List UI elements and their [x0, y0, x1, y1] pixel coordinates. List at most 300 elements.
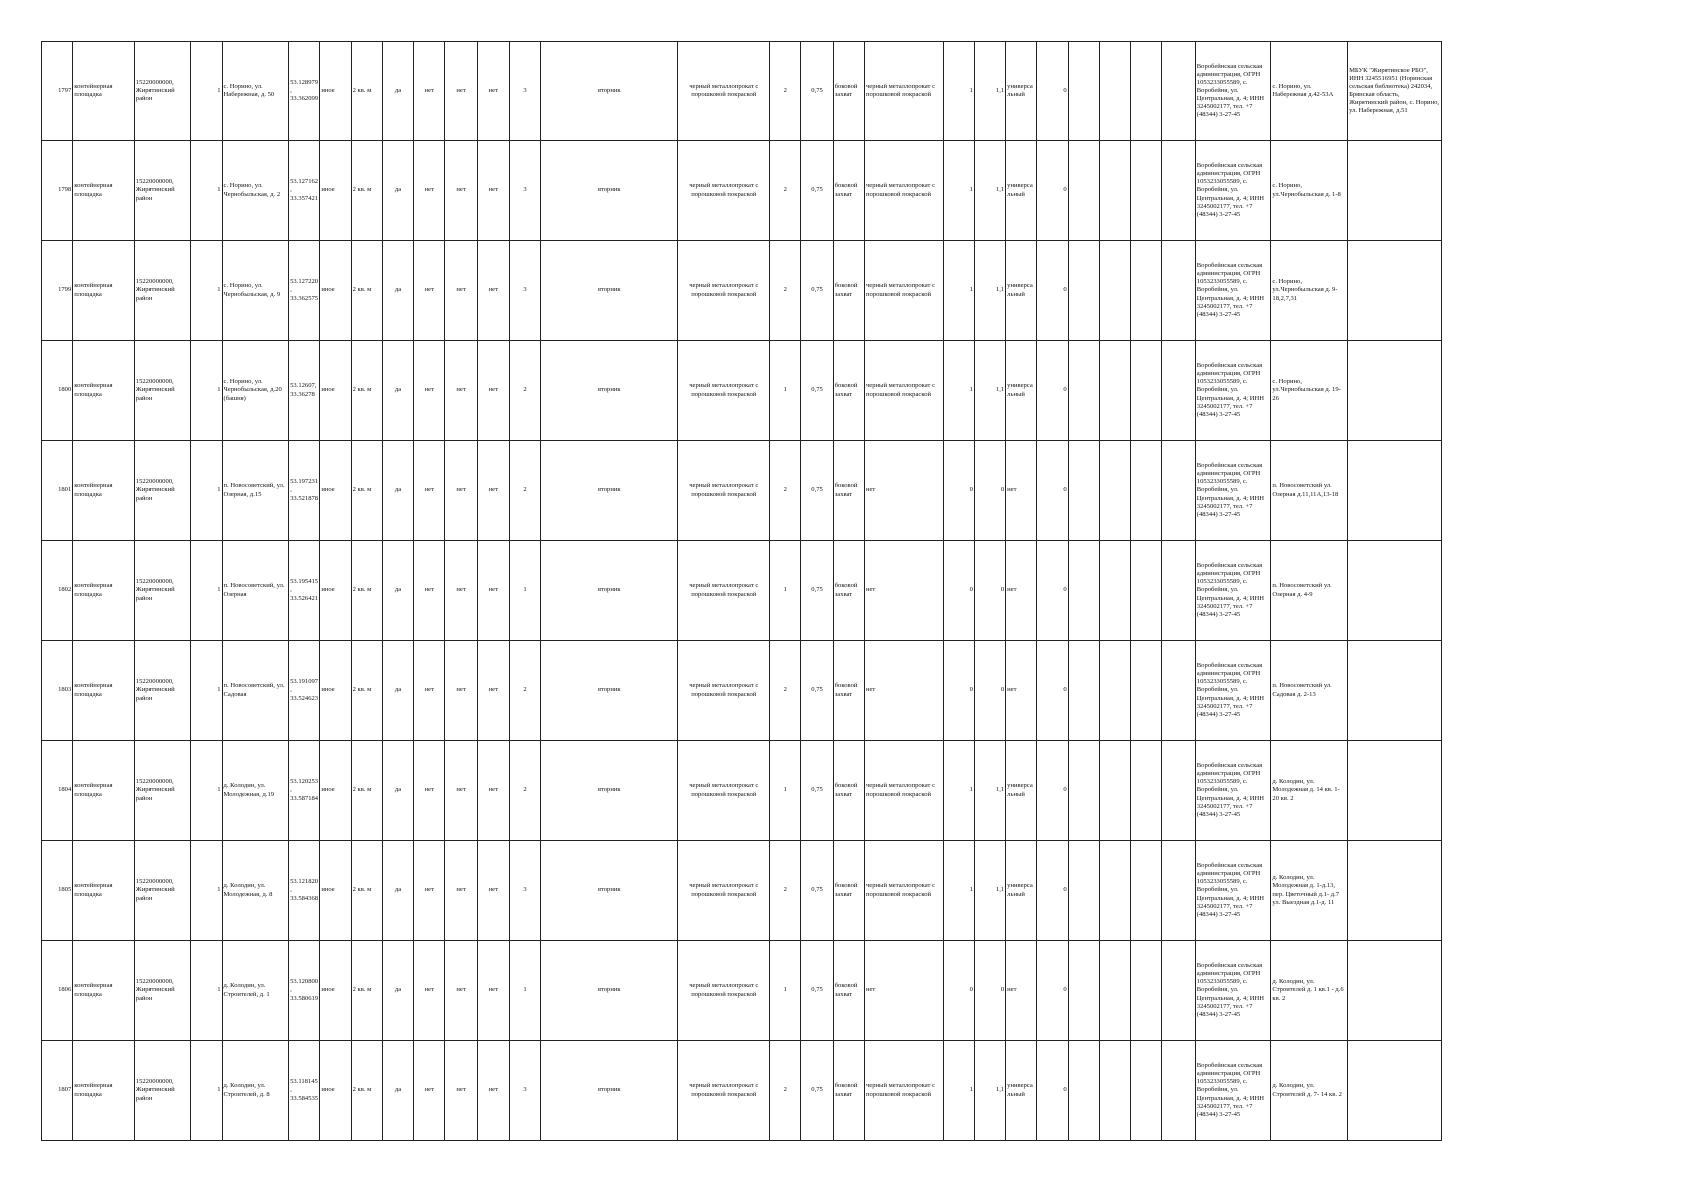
- cell-qty: 1: [509, 541, 540, 641]
- cell-bin-volume: 0: [974, 641, 1005, 741]
- cell-bins: 1: [943, 42, 974, 141]
- cell-empty: [1162, 141, 1195, 241]
- cell-area: 2 кв. м: [351, 241, 382, 341]
- cell-owner: Воробейнская сельская администрация, ОГРН 1053233055589, с. Воробейня, ул. Центральная, д. 4; ИНН 3245002177, тел. +7 (48344) 3-27-45: [1195, 341, 1271, 441]
- cell-bin-material: черный металлопрокат с порошковой покраской: [864, 741, 943, 841]
- cell-loading: боковой захват: [833, 141, 864, 241]
- cell-fence: да: [382, 741, 413, 841]
- cell-qty: 1: [509, 941, 540, 1041]
- cell-empty: [1099, 941, 1130, 1041]
- cell-coords: 53.191097, 33.524623: [289, 641, 320, 741]
- cell-schedule: вторник: [541, 841, 678, 941]
- cell-owner: Воробейнская сельская администрация, ОГРН 1053233055589, с. Воробейня, ул. Центральная, д. 4; ИНН 3245002177, тел. +7 (48344) 3-27-45: [1195, 241, 1271, 341]
- cell-source: с. Норино, ул. Набережная д.42-53А: [1271, 42, 1348, 141]
- cell-fence: да: [382, 641, 413, 741]
- cell-schedule: вторник: [541, 341, 678, 441]
- cell-source: с. Норино, ул.Чернобыльская д. 9-18,2,7,31: [1271, 241, 1348, 341]
- cell-c1: нет: [414, 141, 445, 241]
- cell-oktmo: 15220000000, Жирятинский район: [134, 241, 190, 341]
- cell-area: 2 кв. м: [351, 541, 382, 641]
- cell-empty: [1131, 641, 1162, 741]
- cell-coords: 53.197231, 33.521878: [289, 441, 320, 541]
- cell-surface: иное: [320, 641, 351, 741]
- cell-extra: [1348, 1041, 1442, 1141]
- table-row: [42, 42, 1442, 141]
- cell-n: 1: [191, 441, 222, 541]
- cell-extra: [1348, 541, 1442, 641]
- cell-containers: 2: [770, 441, 801, 541]
- cell-c2: нет: [445, 841, 477, 941]
- cell-empty: [1162, 241, 1195, 341]
- cell-type: контейнерная площадка: [73, 1041, 135, 1141]
- cell-empty: [1131, 541, 1162, 641]
- cell-volume: 0,75: [801, 1041, 833, 1141]
- cell-oktmo: 15220000000, Жирятинский район: [134, 741, 190, 841]
- cell-volume: 0,75: [801, 641, 833, 741]
- cell-c3: нет: [477, 341, 509, 441]
- table-row: [42, 141, 1442, 241]
- cell-containers: 2: [770, 641, 801, 741]
- cell-zero: 0: [1037, 341, 1068, 441]
- cell-bin-type: универсальный: [1006, 141, 1037, 241]
- table-body: [42, 42, 1442, 1141]
- cell-bins: 1: [943, 841, 974, 941]
- cell-empty: [1099, 1041, 1130, 1141]
- cell-zero: 0: [1037, 241, 1068, 341]
- cell-source: п. Новосоветский ул. Садовая д. 2-13: [1271, 641, 1348, 741]
- cell-type: контейнерная площадка: [73, 42, 135, 141]
- cell-c1: нет: [414, 841, 445, 941]
- cell-type: контейнерная площадка: [73, 441, 135, 541]
- cell-fence: да: [382, 841, 413, 941]
- cell-extra: [1348, 941, 1442, 1041]
- cell-bin-volume: 1,1: [974, 42, 1005, 141]
- cell-owner: Воробейнская сельская администрация, ОГРН 1053233055589, с. Воробейня, ул. Центральная, д. 4; ИНН 3245002177, тел. +7 (48344) 3-27-45: [1195, 141, 1271, 241]
- cell-address: п. Новосоветский, ул. Садовая: [222, 641, 289, 741]
- cell-bin-type: универсальный: [1006, 341, 1037, 441]
- cell-bins: 1: [943, 1041, 974, 1141]
- cell-loading: боковой захват: [833, 42, 864, 141]
- register-sheet: [41, 41, 1442, 1141]
- cell-area: 2 кв. м: [351, 42, 382, 141]
- cell-c1: нет: [414, 541, 445, 641]
- cell-coords: 53.121820, 33.584368: [289, 841, 320, 941]
- cell-c1: нет: [414, 1041, 445, 1141]
- cell-volume: 0,75: [801, 841, 833, 941]
- cell-bins: 1: [943, 141, 974, 241]
- cell-c2: нет: [445, 441, 477, 541]
- cell-oktmo: 15220000000, Жирятинский район: [134, 441, 190, 541]
- cell-owner: Воробейнская сельская администрация, ОГРН 1053233055589, с. Воробейня, ул. Центральная, д. 4; ИНН 3245002177, тел. +7 (48344) 3-27-45: [1195, 841, 1271, 941]
- cell-material: черный металлопрокат с порошковой покраской: [678, 341, 770, 441]
- cell-empty: [1068, 541, 1099, 641]
- cell-source: п. Новосоветский ул. Озерная д. 4-9: [1271, 541, 1348, 641]
- cell-area: 2 кв. м: [351, 341, 382, 441]
- cell-oktmo: 15220000000, Жирятинский район: [134, 1041, 190, 1141]
- cell-bins: 0: [943, 641, 974, 741]
- cell-qty: 2: [509, 441, 540, 541]
- cell-c2: нет: [445, 241, 477, 341]
- cell-c1: нет: [414, 341, 445, 441]
- cell-type: контейнерная площадка: [73, 241, 135, 341]
- cell-schedule: вторник: [541, 1041, 678, 1141]
- cell-bin-type: универсальный: [1006, 42, 1037, 141]
- cell-oktmo: 15220000000, Жирятинский район: [134, 42, 190, 141]
- cell-empty: [1131, 741, 1162, 841]
- cell-coords: 53.118145, 33.584535: [289, 1041, 320, 1141]
- cell-zero: 0: [1037, 141, 1068, 241]
- cell-bin-type: нет: [1006, 941, 1037, 1041]
- cell-c3: нет: [477, 941, 509, 1041]
- cell-c1: нет: [414, 741, 445, 841]
- cell-qty: 3: [509, 241, 540, 341]
- cell-bins: 0: [943, 441, 974, 541]
- cell-loading: боковой захват: [833, 241, 864, 341]
- cell-empty: [1099, 241, 1130, 341]
- cell-qty: 2: [509, 741, 540, 841]
- cell-owner: Воробейнская сельская администрация, ОГРН 1053233055589, с. Воробейня, ул. Центральная, д. 4; ИНН 3245002177, тел. +7 (48344) 3-27-45: [1195, 441, 1271, 541]
- cell-empty: [1068, 741, 1099, 841]
- cell-extra: [1348, 441, 1442, 541]
- cell-empty: [1162, 741, 1195, 841]
- cell-bin-material: нет: [864, 941, 943, 1041]
- cell-empty: [1131, 841, 1162, 941]
- cell-material: черный металлопрокат с порошковой покраской: [678, 441, 770, 541]
- cell-empty: [1068, 141, 1099, 241]
- cell-containers: 1: [770, 741, 801, 841]
- cell-bin-material: черный металлопрокат с порошковой покраской: [864, 241, 943, 341]
- cell-num: 1800: [42, 341, 73, 441]
- cell-address: д. Колодин, ул. Строителей, д. 1: [222, 941, 289, 1041]
- cell-bin-volume: 1,1: [974, 141, 1005, 241]
- cell-extra: [1348, 741, 1442, 841]
- cell-qty: 3: [509, 841, 540, 941]
- cell-type: контейнерная площадка: [73, 541, 135, 641]
- cell-bins: 1: [943, 741, 974, 841]
- cell-bin-volume: 1,1: [974, 741, 1005, 841]
- cell-containers: 2: [770, 141, 801, 241]
- cell-zero: 0: [1037, 941, 1068, 1041]
- cell-address: с. Норино, ул. Чернобыльская, д.20 (башня): [222, 341, 289, 441]
- cell-address: с. Норино, ул. Чернобыльская, д. 9: [222, 241, 289, 341]
- cell-bin-type: универсальный: [1006, 241, 1037, 341]
- cell-fence: да: [382, 141, 413, 241]
- cell-source: с. Норино, ул.Чернобыльская д. 19-26: [1271, 341, 1348, 441]
- cell-type: контейнерная площадка: [73, 841, 135, 941]
- cell-num: 1798: [42, 141, 73, 241]
- cell-c2: нет: [445, 741, 477, 841]
- cell-qty: 3: [509, 1041, 540, 1141]
- cell-n: 1: [191, 341, 222, 441]
- cell-coords: 53.195415, 33.526421: [289, 541, 320, 641]
- cell-address: п. Новосоветский, ул. Озерная, д.15: [222, 441, 289, 541]
- cell-area: 2 кв. м: [351, 441, 382, 541]
- cell-bin-material: нет: [864, 541, 943, 641]
- cell-fence: да: [382, 42, 413, 141]
- cell-source: с. Норино, ул.Чернобыльская д. 1-8: [1271, 141, 1348, 241]
- cell-c1: нет: [414, 241, 445, 341]
- cell-c1: нет: [414, 441, 445, 541]
- cell-zero: 0: [1037, 1041, 1068, 1141]
- cell-owner: Воробейнская сельская администрация, ОГРН 1053233055589, с. Воробейня, ул. Центральная, д. 4; ИНН 3245002177, тел. +7 (48344) 3-27-45: [1195, 42, 1271, 141]
- table-row: [42, 641, 1442, 741]
- cell-type: контейнерная площадка: [73, 941, 135, 1041]
- cell-empty: [1099, 841, 1130, 941]
- cell-source: д. Колодин, ул. Молодежная д. 1-д.13, пер. Цветочный д.1- д.7 ул. Выездная д.1-д. 11: [1271, 841, 1348, 941]
- cell-bins: 1: [943, 241, 974, 341]
- cell-num: 1801: [42, 441, 73, 541]
- cell-bin-volume: 0: [974, 441, 1005, 541]
- cell-fence: да: [382, 941, 413, 1041]
- cell-bin-volume: 1,1: [974, 341, 1005, 441]
- cell-c3: нет: [477, 441, 509, 541]
- cell-fence: да: [382, 241, 413, 341]
- cell-bin-material: черный металлопрокат с порошковой покраской: [864, 42, 943, 141]
- cell-surface: иное: [320, 141, 351, 241]
- cell-surface: иное: [320, 441, 351, 541]
- cell-n: 1: [191, 741, 222, 841]
- table-row: [42, 1041, 1442, 1141]
- cell-containers: 1: [770, 541, 801, 641]
- cell-oktmo: 15220000000, Жирятинский район: [134, 841, 190, 941]
- cell-n: 1: [191, 541, 222, 641]
- cell-bins: 0: [943, 541, 974, 641]
- cell-schedule: вторник: [541, 441, 678, 541]
- cell-zero: 0: [1037, 541, 1068, 641]
- cell-c3: нет: [477, 541, 509, 641]
- cell-qty: 2: [509, 341, 540, 441]
- cell-owner: Воробейнская сельская администрация, ОГРН 1053233055589, с. Воробейня, ул. Центральная, д. 4; ИНН 3245002177, тел. +7 (48344) 3-27-45: [1195, 741, 1271, 841]
- cell-c1: нет: [414, 941, 445, 1041]
- cell-loading: боковой захват: [833, 541, 864, 641]
- cell-bin-type: нет: [1006, 541, 1037, 641]
- cell-material: черный металлопрокат с порошковой покраской: [678, 741, 770, 841]
- cell-empty: [1131, 1041, 1162, 1141]
- cell-num: 1799: [42, 241, 73, 341]
- cell-c3: нет: [477, 841, 509, 941]
- cell-address: с. Норино, ул. Чернобыльская, д. 2: [222, 141, 289, 241]
- cell-bin-type: нет: [1006, 441, 1037, 541]
- cell-oktmo: 15220000000, Жирятинский район: [134, 641, 190, 741]
- cell-oktmo: 15220000000, Жирятинский район: [134, 341, 190, 441]
- cell-c3: нет: [477, 641, 509, 741]
- cell-address: п. Новосоветский, ул. Озерная: [222, 541, 289, 641]
- cell-surface: иное: [320, 241, 351, 341]
- cell-owner: Воробейнская сельская администрация, ОГРН 1053233055589, с. Воробейня, ул. Центральная, д. 4; ИНН 3245002177, тел. +7 (48344) 3-27-45: [1195, 641, 1271, 741]
- cell-surface: иное: [320, 42, 351, 141]
- cell-bins: 0: [943, 941, 974, 1041]
- cell-containers: 2: [770, 241, 801, 341]
- cell-surface: иное: [320, 1041, 351, 1141]
- cell-bin-material: черный металлопрокат с порошковой покраской: [864, 1041, 943, 1141]
- cell-bin-volume: 1,1: [974, 241, 1005, 341]
- table-row: [42, 441, 1442, 541]
- cell-type: контейнерная площадка: [73, 141, 135, 241]
- cell-c1: нет: [414, 641, 445, 741]
- cell-area: 2 кв. м: [351, 941, 382, 1041]
- cell-surface: иное: [320, 541, 351, 641]
- cell-fence: да: [382, 541, 413, 641]
- cell-c2: нет: [445, 941, 477, 1041]
- cell-loading: боковой захват: [833, 641, 864, 741]
- cell-qty: 3: [509, 141, 540, 241]
- cell-material: черный металлопрокат с порошковой покраской: [678, 641, 770, 741]
- cell-extra: МБУК "Жирятинское РБО", ИНН 3245516951 (Норинская сельская библиотека) 242034, Брянская область, Жирятинский район, с. Норино, ул. Набережная, д.51: [1348, 42, 1442, 141]
- cell-empty: [1099, 42, 1130, 141]
- cell-bin-type: универсальный: [1006, 841, 1037, 941]
- cell-num: 1805: [42, 841, 73, 941]
- cell-material: черный металлопрокат с порошковой покраской: [678, 42, 770, 141]
- cell-address: д. Колодин, ул. Молодежная, д. 8: [222, 841, 289, 941]
- cell-source: д. Колодин, ул. Молодежная д. 14 кв. 1-20 кв. 2: [1271, 741, 1348, 841]
- cell-owner: Воробейнская сельская администрация, ОГРН 1053233055589, с. Воробейня, ул. Центральная, д. 4; ИНН 3245002177, тел. +7 (48344) 3-27-45: [1195, 541, 1271, 641]
- cell-material: черный металлопрокат с порошковой покраской: [678, 541, 770, 641]
- cell-bin-material: черный металлопрокат с порошковой покраской: [864, 841, 943, 941]
- cell-empty: [1068, 641, 1099, 741]
- cell-empty: [1068, 42, 1099, 141]
- cell-volume: 0,75: [801, 441, 833, 541]
- cell-empty: [1131, 141, 1162, 241]
- cell-source: д. Колодин, ул. Строителей д. 1 кв.1 - д.6 кв. 2: [1271, 941, 1348, 1041]
- cell-surface: иное: [320, 341, 351, 441]
- table-row: [42, 841, 1442, 941]
- cell-qty: 2: [509, 641, 540, 741]
- cell-c2: нет: [445, 641, 477, 741]
- cell-loading: боковой захват: [833, 441, 864, 541]
- cell-volume: 0,75: [801, 141, 833, 241]
- cell-c1: нет: [414, 42, 445, 141]
- cell-type: контейнерная площадка: [73, 341, 135, 441]
- cell-material: черный металлопрокат с порошковой покраской: [678, 141, 770, 241]
- cell-oktmo: 15220000000, Жирятинский район: [134, 941, 190, 1041]
- cell-loading: боковой захват: [833, 841, 864, 941]
- cell-extra: [1348, 841, 1442, 941]
- cell-fence: да: [382, 341, 413, 441]
- cell-n: 1: [191, 42, 222, 141]
- cell-n: 1: [191, 941, 222, 1041]
- cell-bin-material: нет: [864, 441, 943, 541]
- cell-area: 2 кв. м: [351, 841, 382, 941]
- cell-material: черный металлопрокат с порошковой покраской: [678, 941, 770, 1041]
- cell-containers: 2: [770, 1041, 801, 1141]
- cell-qty: 3: [509, 42, 540, 141]
- cell-area: 2 кв. м: [351, 1041, 382, 1141]
- cell-empty: [1131, 941, 1162, 1041]
- cell-fence: да: [382, 1041, 413, 1141]
- cell-num: 1804: [42, 741, 73, 841]
- cell-volume: 0,75: [801, 341, 833, 441]
- cell-loading: боковой захват: [833, 1041, 864, 1141]
- cell-empty: [1099, 341, 1130, 441]
- cell-empty: [1068, 1041, 1099, 1141]
- cell-type: контейнерная площадка: [73, 641, 135, 741]
- cell-coords: 53.128979, 33.362099: [289, 42, 320, 141]
- cell-owner: Воробейнская сельская администрация, ОГРН 1053233055589, с. Воробейня, ул. Центральная, д. 4; ИНН 3245002177, тел. +7 (48344) 3-27-45: [1195, 1041, 1271, 1141]
- cell-schedule: вторник: [541, 241, 678, 341]
- cell-containers: 1: [770, 341, 801, 441]
- cell-empty: [1099, 541, 1130, 641]
- cell-c3: нет: [477, 141, 509, 241]
- cell-coords: 53.127220, 33.362575: [289, 241, 320, 341]
- cell-c3: нет: [477, 42, 509, 141]
- cell-bin-material: черный металлопрокат с порошковой покраской: [864, 141, 943, 241]
- cell-containers: 1: [770, 941, 801, 1041]
- cell-empty: [1162, 541, 1195, 641]
- cell-num: 1797: [42, 42, 73, 141]
- cell-num: 1806: [42, 941, 73, 1041]
- cell-c2: нет: [445, 1041, 477, 1141]
- cell-bin-volume: 0: [974, 541, 1005, 641]
- container-sites-table: [41, 41, 1442, 1141]
- cell-surface: иное: [320, 941, 351, 1041]
- cell-address: д. Колодин, ул. Строителей, д. 8: [222, 1041, 289, 1141]
- cell-empty: [1162, 441, 1195, 541]
- cell-containers: 2: [770, 42, 801, 141]
- cell-schedule: вторник: [541, 42, 678, 141]
- cell-source: д. Колодин, ул. Строителей д. 7- 14 кв. 2: [1271, 1041, 1348, 1141]
- cell-bin-type: нет: [1006, 641, 1037, 741]
- cell-zero: 0: [1037, 42, 1068, 141]
- cell-volume: 0,75: [801, 941, 833, 1041]
- cell-area: 2 кв. м: [351, 741, 382, 841]
- cell-coords: 53.120253, 33.587184: [289, 741, 320, 841]
- cell-empty: [1162, 341, 1195, 441]
- cell-n: 1: [191, 641, 222, 741]
- cell-source: п. Новосоветский ул. Озерная д.11,11А,13-18: [1271, 441, 1348, 541]
- cell-schedule: вторник: [541, 941, 678, 1041]
- table-row: [42, 541, 1442, 641]
- cell-extra: [1348, 241, 1442, 341]
- cell-material: черный металлопрокат с порошковой покраской: [678, 841, 770, 941]
- cell-extra: [1348, 641, 1442, 741]
- cell-empty: [1099, 141, 1130, 241]
- cell-address: д. Колодин, ул. Молодежная, д.19: [222, 741, 289, 841]
- cell-n: 1: [191, 841, 222, 941]
- cell-surface: иное: [320, 841, 351, 941]
- cell-coords: 53.127162, 33.357421: [289, 141, 320, 241]
- cell-zero: 0: [1037, 841, 1068, 941]
- cell-bin-volume: 1,1: [974, 841, 1005, 941]
- cell-volume: 0,75: [801, 42, 833, 141]
- cell-bin-volume: 0: [974, 941, 1005, 1041]
- cell-empty: [1131, 341, 1162, 441]
- cell-num: 1803: [42, 641, 73, 741]
- cell-material: черный металлопрокат с порошковой покраской: [678, 241, 770, 341]
- cell-fence: да: [382, 441, 413, 541]
- table-row: [42, 241, 1442, 341]
- cell-type: контейнерная площадка: [73, 741, 135, 841]
- cell-empty: [1099, 641, 1130, 741]
- table-row: [42, 741, 1442, 841]
- cell-schedule: вторник: [541, 741, 678, 841]
- cell-coords: 53.120800, 33.580619: [289, 941, 320, 1041]
- cell-bin-type: универсальный: [1006, 741, 1037, 841]
- cell-schedule: вторник: [541, 541, 678, 641]
- cell-bin-volume: 1,1: [974, 1041, 1005, 1141]
- cell-schedule: вторник: [541, 141, 678, 241]
- cell-bin-material: нет: [864, 641, 943, 741]
- cell-empty: [1068, 941, 1099, 1041]
- cell-empty: [1131, 441, 1162, 541]
- cell-empty: [1162, 841, 1195, 941]
- cell-material: черный металлопрокат с порошковой покраской: [678, 1041, 770, 1141]
- cell-empty: [1162, 1041, 1195, 1141]
- cell-c2: нет: [445, 42, 477, 141]
- cell-c2: нет: [445, 541, 477, 641]
- cell-coords: 53.12607, 33.36278: [289, 341, 320, 441]
- cell-extra: [1348, 141, 1442, 241]
- cell-owner: Воробейнская сельская администрация, ОГРН 1053233055589, с. Воробейня, ул. Центральная, д. 4; ИНН 3245002177, тел. +7 (48344) 3-27-45: [1195, 941, 1271, 1041]
